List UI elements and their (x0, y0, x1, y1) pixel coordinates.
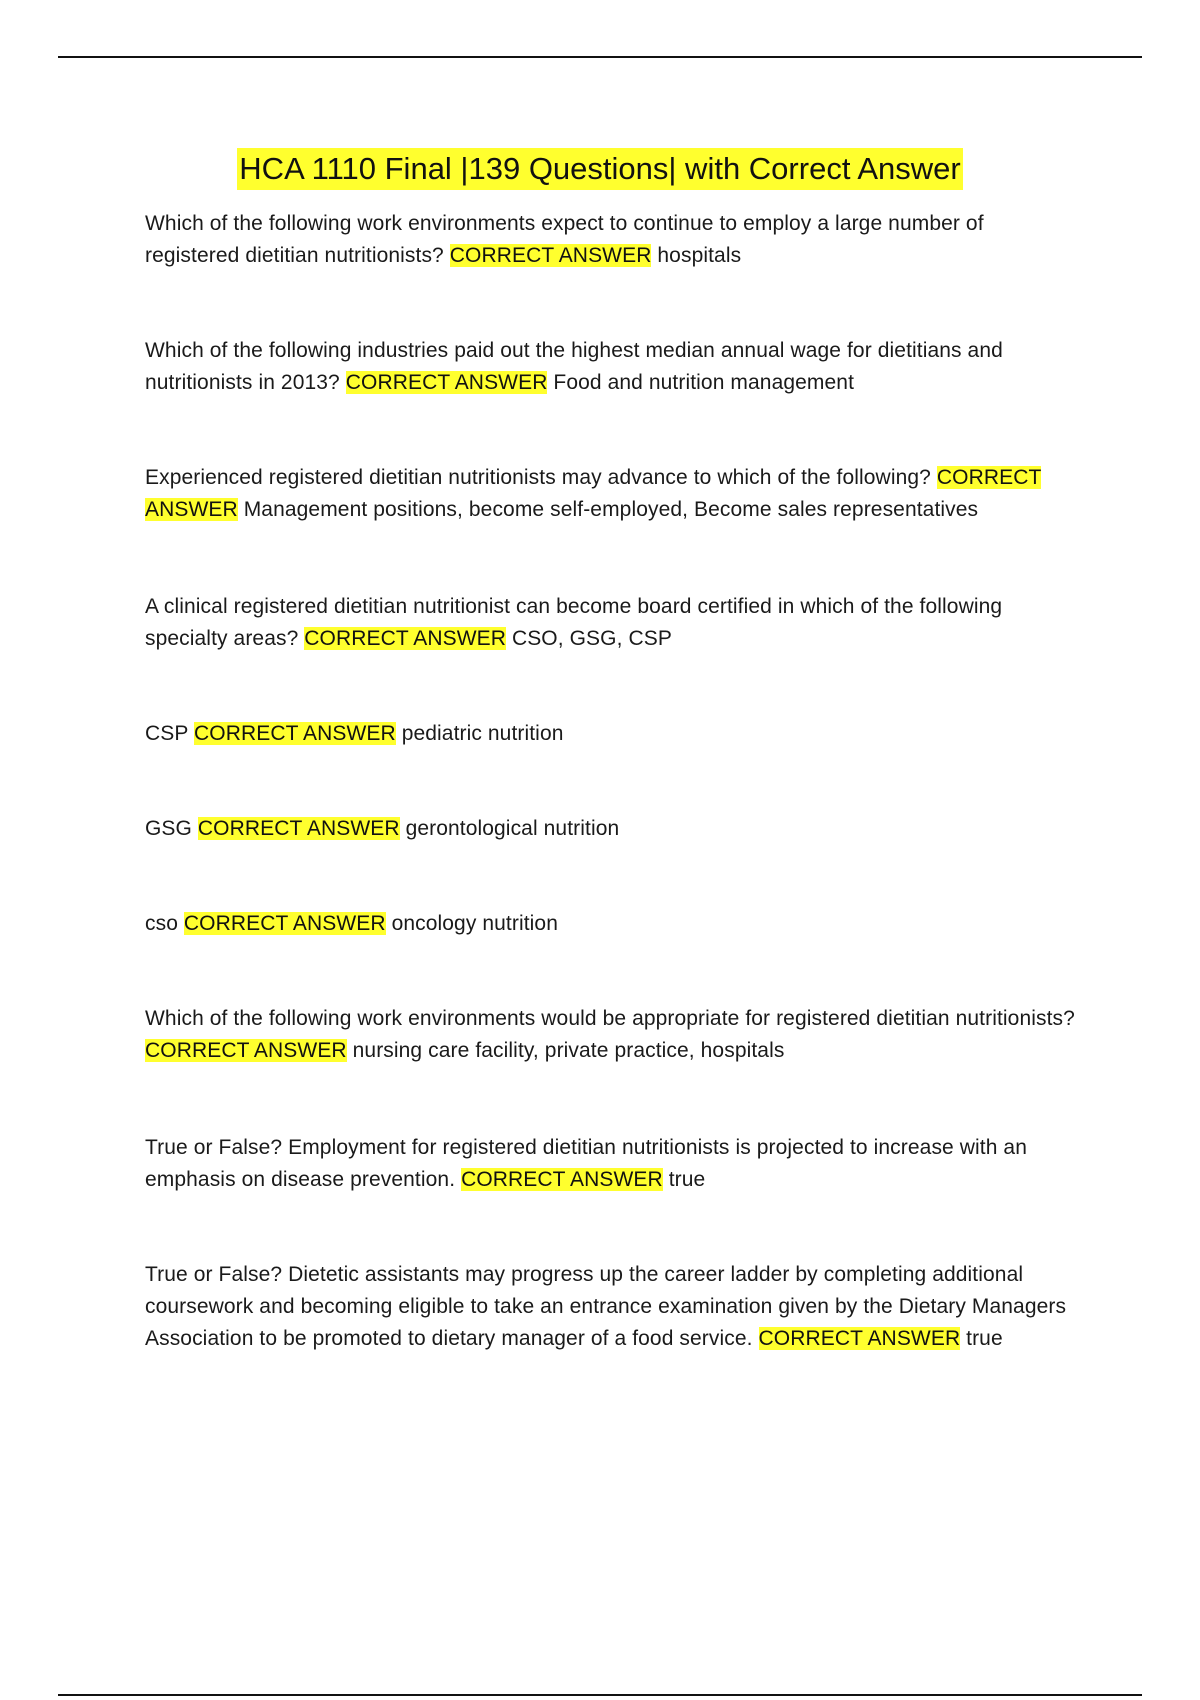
qa-item (145, 813, 1080, 845)
top-divider (58, 56, 1142, 58)
question-text: Which of the following work environments would be appropriate for registered dietitian nutritionists? (145, 1007, 1075, 1030)
question-text: GSG (145, 817, 192, 840)
question-text: cso (145, 912, 178, 935)
qa-item (145, 1003, 1080, 1067)
qa-item (145, 462, 1080, 526)
question-text: Which of the following industries paid out the highest median annual wage for dietitians and nutritionists in 2013? (145, 339, 1003, 394)
qa-item (145, 718, 1080, 750)
title-container (0, 148, 1200, 190)
answer-text: hospitals (657, 244, 742, 267)
correct-answer-label: CORRECT ANSWER (758, 1327, 961, 1350)
answer-text: true (668, 1168, 706, 1191)
correct-answer-label: CORRECT ANSWER (183, 912, 386, 935)
answer-text: oncology nutrition (391, 912, 558, 935)
question-text: True or False? Dietetic assistants may progress up the career ladder by completing additional coursework and becoming eligible to take an entrance examination given by the Dietary Managers Association to be promoted to dietary manager of a food service. (145, 1263, 1067, 1350)
correct-answer-label: CORRECT ANSWER (145, 1039, 347, 1062)
qa-item (145, 335, 1080, 399)
correct-answer-label: CORRECT ANSWER (449, 244, 652, 267)
question-text: A clinical registered dietitian nutritionist can become board certified in which of the following specialty areas? (145, 595, 1003, 650)
correct-answer-label: CORRECT ANSWER (145, 466, 1042, 521)
correct-answer-label: CORRECT ANSWER (194, 722, 396, 745)
correct-answer-label: CORRECT ANSWER (304, 627, 506, 650)
bottom-divider (58, 1694, 1142, 1696)
correct-answer-label: CORRECT ANSWER (461, 1168, 663, 1191)
answer-text: CSO, GSG, CSP (511, 627, 672, 650)
qa-list (145, 208, 1080, 1418)
question-text: Experienced registered dietitian nutritionists may advance to which of the following? (145, 466, 931, 489)
qa-item (145, 591, 1080, 655)
answer-text: Management positions, become self-employed, Become sales representatives (243, 498, 979, 521)
answer-text: true (966, 1327, 1003, 1350)
question-text: CSP (145, 722, 189, 745)
answer-text: Food and nutrition management (553, 371, 854, 394)
answer-text: pediatric nutrition (401, 722, 564, 745)
answer-text: nursing care facility, private practice, hospitals (352, 1039, 785, 1062)
correct-answer-label: CORRECT ANSWER (197, 817, 400, 840)
qa-item (145, 208, 1080, 272)
qa-item (145, 908, 1080, 940)
correct-answer-label: CORRECT ANSWER (345, 371, 548, 394)
question-text: Which of the following work environments expect to continue to employ a large number of registered dietitian nutritionists? (145, 212, 984, 267)
qa-item (145, 1259, 1080, 1355)
answer-text: gerontological nutrition (405, 817, 620, 840)
qa-item (145, 1132, 1080, 1196)
question-text: True or False? Employment for registered dietitian nutritionists is projected to increase with an emphasis on disease prevention. (145, 1136, 1027, 1191)
document-title: HCA 1110 Final |139 Questions| with Correct Answer (237, 148, 962, 190)
